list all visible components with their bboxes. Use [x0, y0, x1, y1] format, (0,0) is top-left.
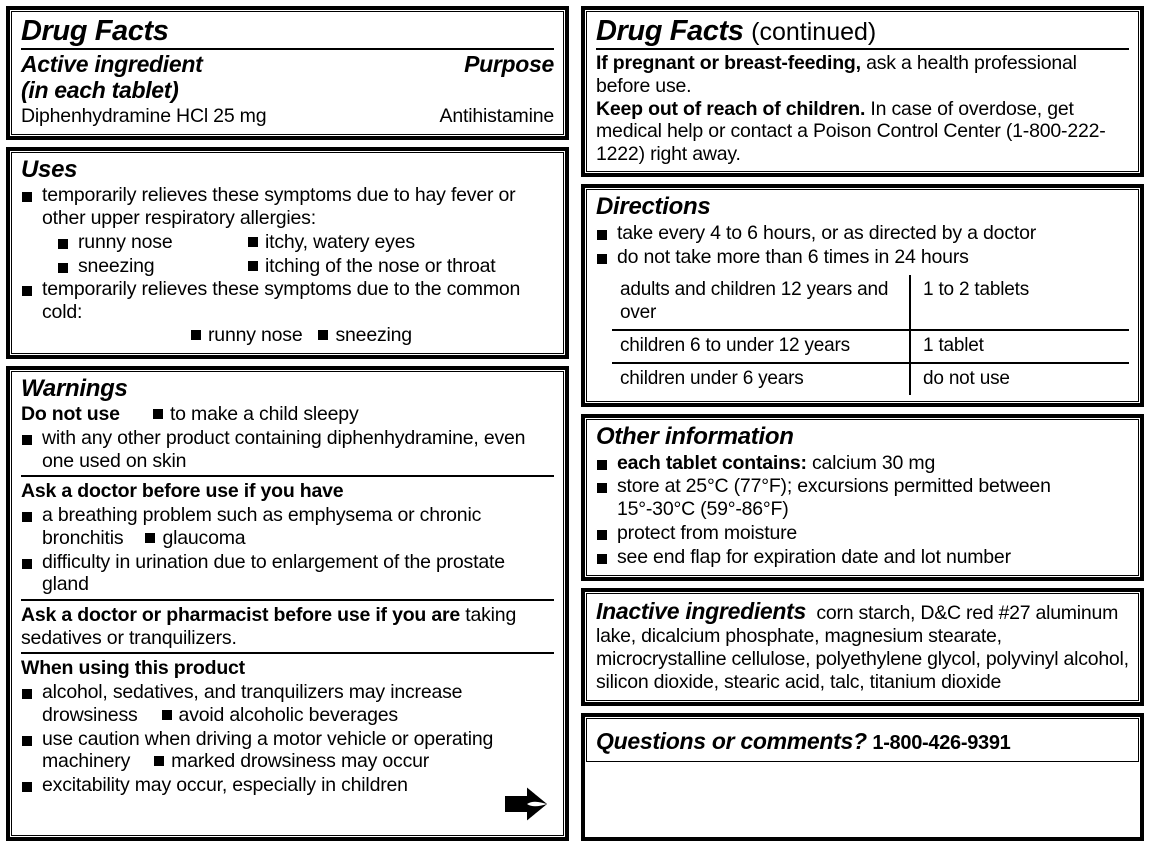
list-item — [21, 278, 554, 324]
ask-pharmacist-row — [21, 604, 554, 649]
sub-item-label: marked drowsiness may occur — [152, 750, 429, 772]
warnings-divider-1 — [21, 475, 554, 477]
inactive-ingredients-title: Inactive ingredients — [596, 597, 807, 624]
dosage-amount: 1 to 2 tablets — [923, 279, 1029, 301]
sub-item-label: sneezing — [78, 254, 155, 277]
do-not-use-label: Do not use — [21, 403, 120, 426]
list-item: store at 25°C (77°F); excursions permitted between 15°-30°C (59°-86°F) — [596, 475, 1129, 521]
header-continued-panel — [581, 6, 1144, 177]
sub-item-label: glaucoma — [143, 527, 245, 549]
dosage-age: children under 6 years — [612, 363, 910, 395]
continued-label: (continued) — [751, 18, 877, 46]
active-ingredient-heading-row — [21, 52, 554, 104]
purpose-label: Purpose — [464, 51, 554, 78]
list-item-label: use caution when driving a motor vehicle or operating machinery — [42, 727, 494, 773]
sub-item-label: itching of the nose or throat — [246, 255, 496, 278]
directions-title: Directions — [596, 193, 711, 221]
list-item — [57, 231, 554, 254]
list-item: excitability may occur, especially in children — [21, 774, 554, 797]
sub-item-label: runny nose — [189, 324, 302, 347]
keep-out-label: Keep out of reach of children. — [596, 97, 866, 120]
list-item-label: alcohol, sedatives, and tranquilizers may increase drowsiness — [42, 681, 463, 726]
active-ingredient-value-row — [21, 105, 554, 128]
uses-cold-subitems — [57, 324, 554, 347]
list-item: with any other product containing diphenhydramine, even one used on skin — [21, 427, 554, 473]
questions-label: Questions or comments? — [596, 727, 867, 754]
other-information-panel — [581, 414, 1144, 580]
directions-list — [596, 222, 1129, 269]
bullet-square-icon — [248, 261, 258, 271]
warnings-title: Warnings — [21, 374, 128, 402]
continue-arrow — [503, 786, 549, 827]
table-row — [612, 275, 1129, 329]
list-item — [21, 728, 554, 774]
do-not-use-list — [21, 427, 554, 473]
list-item — [21, 504, 554, 550]
header-active-ingredient-panel — [6, 6, 569, 140]
list-item: protect from moisture — [596, 522, 1129, 545]
table-row — [612, 363, 1129, 395]
right-arrow-icon — [503, 786, 549, 822]
bullet-square-icon — [162, 710, 172, 720]
page-title: Drug Facts — [21, 15, 169, 47]
list-item: difficulty in urination due to enlargement of the prostate gland — [21, 551, 554, 597]
list-item-label: temporarily relieves these symptoms due to the common cold: — [42, 278, 521, 324]
list-item — [21, 681, 554, 727]
other-information-title: Other information — [596, 423, 794, 451]
active-ingredient-sublabel: (in each tablet) — [21, 77, 179, 104]
bullet-square-icon — [154, 756, 164, 766]
header-rule — [21, 48, 554, 50]
directions-panel — [581, 184, 1144, 407]
uses-list — [21, 184, 554, 230]
bullet-square-icon — [191, 330, 201, 340]
sub-item-label: avoid alcoholic beverages — [160, 704, 398, 726]
uses-panel — [6, 147, 569, 359]
inactive-ingredients-block — [596, 598, 1129, 694]
questions-phone: 1-800-426-9391 — [872, 731, 1011, 754]
other-information-list — [596, 452, 1129, 569]
page-title-continued — [596, 16, 1129, 47]
header-rule-right — [596, 48, 1129, 50]
list-item — [57, 255, 554, 278]
when-using-list — [21, 681, 554, 797]
do-not-use-row — [21, 403, 554, 426]
right-column — [581, 6, 1144, 841]
keep-out-rest: In case of overdose, get medical help or contact a Poison Control Center (1-800-222-1222) right away. — [596, 97, 1106, 165]
ask-doctor-label: Ask a doctor before use if you have — [21, 480, 344, 503]
when-using-label: When using this product — [21, 657, 245, 680]
page-title-text: Drug Facts — [596, 15, 744, 47]
active-ingredient-name: Diphenhydramine HCl 25 mg — [21, 104, 267, 127]
questions-panel — [581, 713, 1144, 841]
warnings-panel — [6, 366, 569, 841]
ask-doctor-list — [21, 504, 554, 596]
sub-item-label: sneezing — [316, 324, 411, 347]
sub-item-label: itchy, watery eyes — [246, 231, 415, 254]
pregnant-warning — [596, 52, 1129, 97]
dosage-table — [612, 275, 1129, 395]
dosage-amount: do not use — [910, 363, 1129, 395]
dosage-age: adults and children 12 years and over — [612, 275, 910, 329]
dosage-amount: 1 tablet — [910, 330, 1129, 363]
left-column — [6, 6, 569, 841]
table-row — [612, 330, 1129, 363]
bullet-square-icon — [318, 330, 328, 340]
sub-item-label: runny nose — [78, 230, 173, 253]
uses-title: Uses — [21, 155, 78, 183]
dosage-age: children 6 to under 12 years — [612, 330, 910, 363]
inactive-ingredients-panel — [581, 588, 1144, 706]
keep-out-warning — [596, 98, 1129, 166]
each-tablet-label: each tablet contains: — [617, 451, 807, 474]
do-not-use-inline-item: to make a child sleepy — [151, 403, 359, 425]
list-item: see end flap for expiration date and lot number — [596, 546, 1129, 569]
bullet-square-icon — [153, 409, 163, 419]
pregnant-label: If pregnant or breast-feeding, — [596, 52, 861, 75]
questions-row — [596, 728, 1129, 755]
ask-pharmacist-label: Ask a doctor or pharmacist before use if you are — [21, 604, 461, 627]
list-item-label: a breathing problem such as emphysema or chronic bronchitis — [42, 503, 482, 549]
pregnant-rest: ask a health professional before use. — [596, 52, 1077, 97]
bullet-square-icon — [248, 237, 258, 247]
each-tablet-rest: calcium 30 mg — [806, 451, 936, 474]
uses-list-2 — [21, 278, 554, 324]
warnings-divider-2 — [21, 599, 554, 601]
warnings-divider-3 — [21, 652, 554, 654]
ask-pharmacist-rest: taking sedatives or tranquilizers. — [21, 604, 517, 649]
uses-sublist-1 — [21, 231, 554, 278]
active-ingredient-label: Active ingredient — [21, 51, 203, 78]
list-item — [596, 452, 1129, 475]
list-item: take every 4 to 6 hours, or as directed by a doctor — [596, 222, 1129, 245]
inactive-ingredients-body: corn starch, D&C red #27 aluminum lake, dicalcium phosphate, magnesium stearate, microcrystalline cellulose, polyethylene glycol, polyvinyl alcohol, silicon dioxide, stearic acid, talc, titanium dioxide — [596, 601, 1129, 693]
purpose-value: Antihistamine — [439, 104, 554, 127]
list-item: do not take more than 6 times in 24 hours — [596, 246, 1129, 269]
list-item: temporarily relieves these symptoms due to hay fever or other upper respiratory allergies: — [21, 184, 554, 230]
bullet-square-icon — [145, 533, 155, 543]
